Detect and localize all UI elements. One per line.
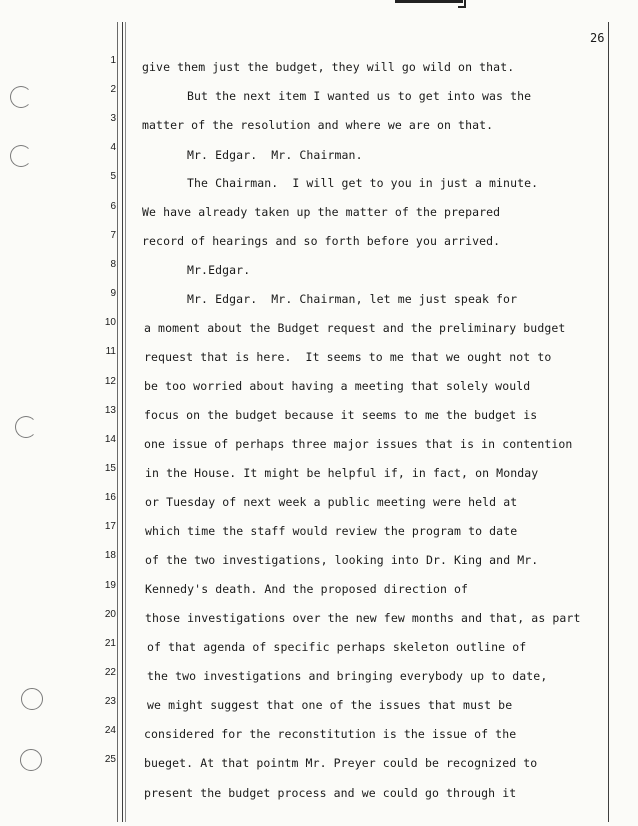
transcript-line: But the next item I wanted us to get into was the (187, 89, 532, 103)
line-number: 19 (104, 580, 116, 591)
line-number: 14 (104, 434, 116, 445)
punch-hole-icon (21, 688, 43, 710)
transcript-line: one issue of perhaps three major issues that is in contention (144, 437, 573, 451)
line-number: 5 (110, 171, 116, 182)
punch-hole-icon (15, 416, 37, 438)
transcript-line: give them just the budget, they will go wild on that. (142, 60, 515, 74)
line-number: 8 (110, 259, 116, 270)
transcript-line: of the two investigations, looking into Dr. King and Mr. (145, 553, 539, 567)
transcript-line: We have already taken up the matter of the prepared (142, 205, 501, 219)
left-margin-rule (117, 22, 118, 822)
punch-hole-icon (10, 145, 32, 167)
line-number: 13 (104, 405, 116, 416)
line-number: 17 (104, 521, 116, 532)
punch-hole-icon (20, 749, 42, 771)
line-number: 3 (110, 113, 116, 124)
line-number: 7 (110, 230, 116, 241)
transcript-line: Kennedy's death. And the proposed direction of (145, 582, 469, 596)
line-number: 9 (110, 288, 116, 299)
line-number: 4 (110, 142, 116, 153)
line-number: 6 (110, 201, 116, 212)
transcript-line: those investigations over the new few months and that, as part (145, 611, 581, 625)
line-number: 18 (104, 550, 116, 561)
transcript-line: The Chairman. I will get to you in just a minute. (187, 176, 539, 190)
line-number: 16 (104, 492, 116, 503)
transcript-line: present the budget process and we could go through it (144, 786, 517, 800)
punch-hole-icon (10, 86, 32, 108)
transcript-line: which time the staff would review the program to date (145, 524, 518, 538)
line-number: 15 (104, 463, 116, 474)
transcript-line: Mr. Edgar. Mr. Chairman, let me just speak for (187, 292, 518, 306)
transcript-line: of that agenda of specific perhaps skeleton outline of (147, 640, 527, 654)
transcript-line: matter of the resolution and where we are on that. (142, 118, 494, 132)
transcript-line: be too worried about having a meeting that solely would (144, 379, 531, 393)
left-margin-rule (122, 22, 123, 822)
line-number: 12 (104, 376, 116, 387)
transcript-line: a moment about the Budget request and the preliminary budget (144, 321, 566, 335)
line-number: 2 (110, 84, 116, 95)
transcript-line: we might suggest that one of the issues that must be (147, 698, 513, 712)
page-number: 26 (590, 31, 605, 45)
left-margin-rule (125, 22, 126, 822)
transcript-line: bueget. At that pointm Mr. Preyer could be recognized to (144, 756, 538, 770)
transcript-line: Mr.Edgar. (187, 263, 251, 277)
top-edge-mark (395, 0, 463, 3)
transcript-line: or Tuesday of next week a public meeting were held at (145, 495, 518, 509)
top-edge-mark-tail (458, 0, 466, 8)
line-number: 24 (104, 725, 116, 736)
transcript-line: the two investigations and bringing everybody up to date, (147, 669, 548, 683)
line-number: 1 (110, 55, 116, 66)
line-number: 21 (104, 638, 116, 649)
transcript-line: considered for the reconstitution is the issue of the (144, 727, 517, 741)
transcript-line: Mr. Edgar. Mr. Chairman. (187, 148, 363, 162)
transcript-line: request that is here. It seems to me that we ought not to (144, 350, 552, 364)
line-number: 10 (104, 317, 116, 328)
line-number: 22 (104, 667, 116, 678)
transcript-line: focus on the budget because it seems to me the budget is (144, 408, 538, 422)
transcript-line: record of hearings and so forth before you arrived. (142, 234, 501, 248)
line-number: 23 (104, 696, 116, 707)
transcript-line: in the House. It might be helpful if, in fact, on Monday (145, 466, 539, 480)
line-number: 25 (104, 754, 116, 765)
line-number: 20 (104, 609, 116, 620)
right-margin-rule (608, 22, 609, 822)
line-number: 11 (105, 346, 116, 357)
